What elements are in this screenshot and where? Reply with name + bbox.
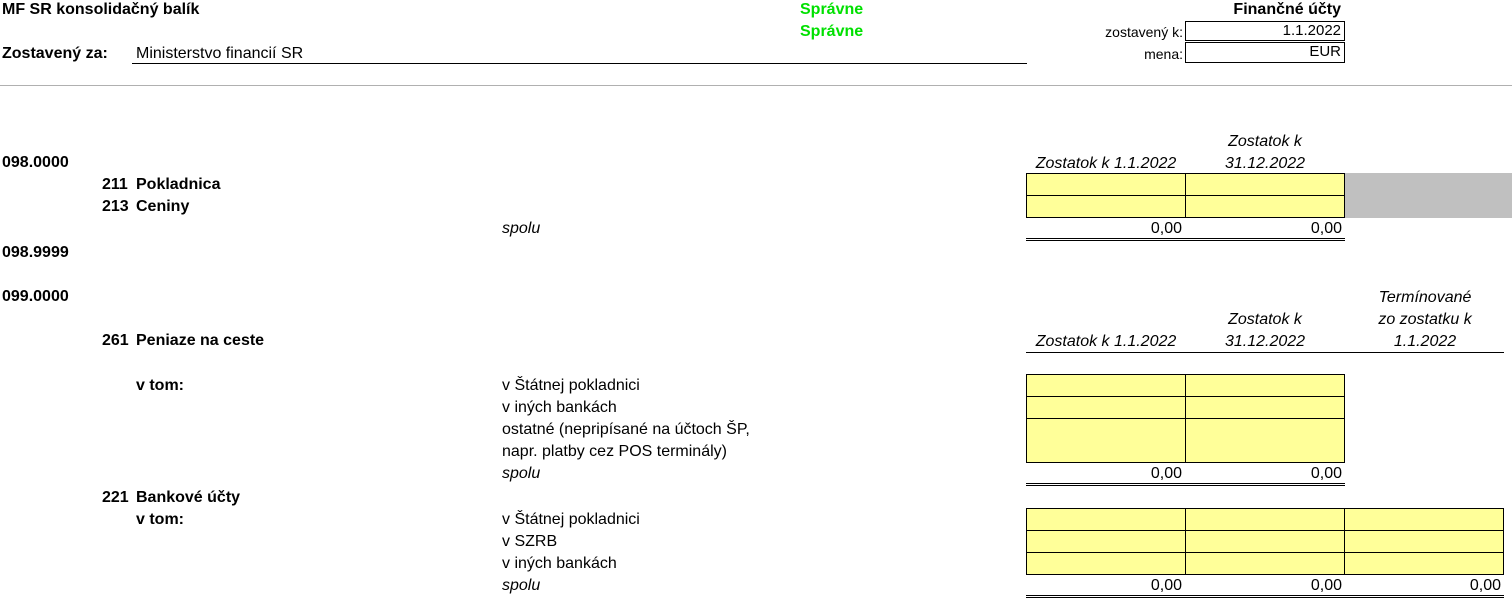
sum-value: 0,00: [1469, 577, 1501, 594]
underline: [132, 63, 1027, 64]
item-label: napr. platby cez POS terminály): [502, 443, 727, 460]
status-indicator: Správne: [800, 1, 864, 18]
input-cell[interactable]: [1185, 195, 1345, 218]
account-number: 221: [102, 489, 129, 506]
item-label: ostatné (nepripísané na účtoch ŠP,: [502, 421, 750, 438]
section-code: 098.9999: [2, 244, 69, 261]
status-indicator: Správne: [800, 23, 864, 40]
currency-label: mena:: [1144, 46, 1183, 62]
sum-value: 0,00: [1150, 465, 1182, 482]
built-for-value[interactable]: Ministerstvo financií SR: [136, 45, 304, 62]
report-title: MF SR konsolidačný balík: [2, 1, 200, 18]
sheet-title: Finančné účty: [1233, 1, 1341, 18]
col-header-start-balance: Zostatok k 1.1.2022: [1035, 155, 1177, 172]
col-header-end-balance: Zostatok k 31.12.2022: [1224, 311, 1306, 350]
built-for-label: Zostavený za:: [2, 45, 108, 62]
disabled-cell: [1345, 173, 1512, 218]
input-cell[interactable]: [1344, 530, 1504, 553]
input-cell[interactable]: [1026, 552, 1186, 575]
sum-value: 0,00: [1150, 220, 1182, 237]
item-label: v Štátnej pokladnici: [502, 377, 640, 394]
input-cell[interactable]: [1026, 508, 1186, 531]
col-header-end-balance: Zostatok k 31.12.2022: [1224, 133, 1306, 172]
item-label: v iných bankách: [502, 555, 617, 572]
item-label: v iných bankách: [502, 399, 617, 416]
sum-label: spolu: [502, 465, 541, 482]
input-cell[interactable]: [1344, 508, 1504, 531]
item-label: v Štátnej pokladnici: [502, 511, 640, 528]
sum-value: 0,00: [1310, 220, 1342, 237]
sum-value: 0,00: [1150, 577, 1182, 594]
input-cell[interactable]: [1185, 530, 1345, 553]
double-underline: [1026, 595, 1504, 598]
account-label: Peniaze na ceste: [136, 332, 265, 349]
header-underline: [1026, 352, 1504, 353]
input-cell[interactable]: [1026, 418, 1186, 463]
input-cell[interactable]: [1185, 396, 1345, 419]
sum-value: 0,00: [1310, 465, 1342, 482]
input-cell[interactable]: [1185, 552, 1345, 575]
date-field[interactable]: 1.1.2022: [1185, 21, 1345, 41]
input-cell[interactable]: [1185, 418, 1345, 463]
account-number: 261: [102, 332, 129, 349]
breakdown-label: v tom:: [136, 511, 184, 528]
input-cell[interactable]: [1185, 374, 1345, 397]
divider: [0, 85, 1512, 86]
sum-label: spolu: [502, 577, 541, 594]
input-cell[interactable]: [1026, 195, 1186, 218]
double-underline: [1026, 483, 1345, 486]
input-cell[interactable]: [1344, 552, 1504, 575]
breakdown-label: v tom:: [136, 377, 184, 394]
section-code: 099.0000: [2, 288, 69, 305]
sum-label: spolu: [502, 220, 541, 237]
account-number: 213: [102, 198, 129, 215]
date-label: zostavený k:: [1105, 24, 1183, 40]
account-number: 211: [102, 176, 128, 193]
account-label: Bankové účty: [136, 489, 241, 506]
input-cell[interactable]: [1026, 396, 1186, 419]
col-header-start-balance: Zostatok k 1.1.2022: [1035, 333, 1177, 350]
input-cell[interactable]: [1026, 530, 1186, 553]
currency-field[interactable]: EUR: [1185, 42, 1345, 63]
account-label: Pokladnica: [136, 176, 221, 193]
input-cell[interactable]: [1185, 173, 1345, 196]
input-cell[interactable]: [1185, 508, 1345, 531]
account-label: Ceniny: [136, 198, 190, 215]
item-label: v SZRB: [502, 533, 558, 550]
input-cell[interactable]: [1026, 173, 1186, 196]
sum-value: 0,00: [1310, 577, 1342, 594]
col-header-term: Termínované zo zostatku k 1.1.2022: [1378, 289, 1472, 350]
double-underline: [1026, 238, 1345, 241]
section-code: 098.0000: [2, 154, 69, 171]
input-cell[interactable]: [1026, 374, 1186, 397]
